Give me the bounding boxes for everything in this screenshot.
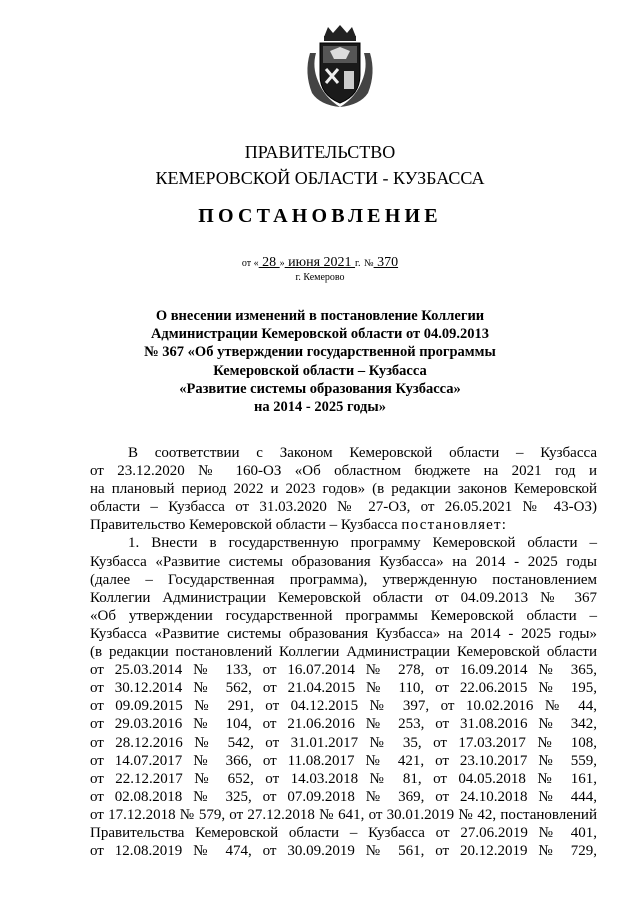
document-type-title: ПОСТАНОВЛЕНИЕ bbox=[198, 205, 442, 227]
subject-line: Администрации Кемеровской области от 04.09.2013 bbox=[150, 326, 490, 343]
subject-line: на 2014 - 2025 годы» bbox=[254, 399, 386, 416]
body-line bbox=[90, 516, 597, 534]
subject-line: «Развитие системы образования Кузбасса» bbox=[179, 380, 461, 397]
body-line: от 09.09.2015 № 291, от 04.12.2015 № 397, от 10.02.2016 № 44, bbox=[90, 698, 597, 715]
body-line: Кузбасса «Развитие системы образования Кузбасса» на 2014 - 2025 годы bbox=[90, 553, 597, 570]
date-number-line bbox=[0, 255, 640, 272]
number-label: № bbox=[364, 258, 374, 269]
subject-heading bbox=[120, 307, 520, 416]
body-line: Правительства Кемеровской области – Кузбасса от 27.06.2019 № 401, bbox=[90, 824, 597, 841]
body-line: от 22.12.2017 № 652, от 14.03.2018 № 81, от 04.05.2018 № 161, bbox=[90, 770, 597, 787]
body-line: В соответствии с Законом Кемеровской области – Кузбасса bbox=[128, 445, 597, 461]
region-title: КЕМЕРОВСКОЙ ОБЛАСТИ - КУЗБАССА bbox=[155, 168, 485, 188]
resolves-word: постановляет: bbox=[401, 517, 508, 534]
body-line: от 29.03.2016 № 104, от 21.06.2016 № 253, от 31.08.2016 № 342, bbox=[90, 716, 597, 733]
body-line: от 28.12.2016 № 542, от 31.01.2017 № 35, от 17.03.2017 № 108, bbox=[90, 734, 597, 751]
date-sep: » bbox=[279, 258, 285, 269]
date-day: 28 bbox=[258, 255, 280, 270]
date-prefix: от « bbox=[241, 258, 259, 269]
body-line: от 12.08.2019 № 474, от 30.09.2019 № 561, от 20.12.2019 № 729, bbox=[90, 843, 597, 860]
subject-line: № 367 «Об утверждении государственной программы bbox=[144, 344, 496, 361]
body-text bbox=[90, 444, 597, 860]
body-line-part: Правительство Кемеровской области – Кузбасса bbox=[90, 517, 402, 534]
body-line: от 30.12.2014 № 562, от 21.04.2015 № 110, от 22.06.2015 № 195, bbox=[90, 680, 597, 697]
document-number: 370 bbox=[373, 255, 399, 270]
body-line: от 23.12.2020 № 160-ОЗ «Об областном бюджете на 2021 год и bbox=[90, 463, 597, 480]
body-line: области – Кузбасса от 31.03.2020 № 27-ОЗ, от 26.05.2021 № 43-ОЗ) bbox=[90, 499, 597, 516]
body-line: на плановый период 2022 и 2023 годов» (в редакции законов Кемеровской bbox=[90, 481, 597, 498]
body-line: 1. Внести в государственную программу Кемеровской области – bbox=[128, 535, 597, 552]
body-line: от 14.07.2017 № 366, от 11.08.2017 № 421, от 23.10.2017 № 559, bbox=[90, 752, 597, 769]
body-line: Кузбасса «Развитие системы образования Кузбасса» на 2014 - 2025 годы» bbox=[90, 625, 597, 642]
city-name: г. Кемерово bbox=[295, 272, 345, 283]
subject-line: Кемеровской области – Кузбасса bbox=[213, 362, 427, 379]
date-year-suffix: г. bbox=[355, 258, 361, 269]
body-line: (в редакции постановлений Коллегии Администрации Кемеровской области bbox=[90, 644, 597, 661]
body-line: «Об утверждении государственной программы Кемеровской области – bbox=[90, 607, 597, 624]
body-line: (далее – Государственная программа), утвержденную постановлением bbox=[90, 571, 597, 588]
body-line: от 02.08.2018 № 325, от 07.09.2018 № 369, от 24.10.2018 № 444, bbox=[90, 788, 597, 805]
body-line: от 17.12.2018 № 579, от 27.12.2018 № 641, от 30.01.2019 № 42, постановлений bbox=[90, 806, 597, 823]
body-line: от 25.03.2014 № 133, от 16.07.2014 № 278, от 16.09.2014 № 365, bbox=[90, 662, 597, 679]
government-title: ПРАВИТЕЛЬСТВО bbox=[244, 142, 396, 162]
date-month-year: июня 2021 bbox=[284, 255, 356, 270]
body-line: Коллегии Администрации Кемеровской области от 04.09.2013 № 367 bbox=[90, 589, 597, 606]
coat-of-arms-icon bbox=[302, 23, 378, 109]
subject-line: О внесении изменений в постановление Коллегии bbox=[155, 308, 485, 324]
